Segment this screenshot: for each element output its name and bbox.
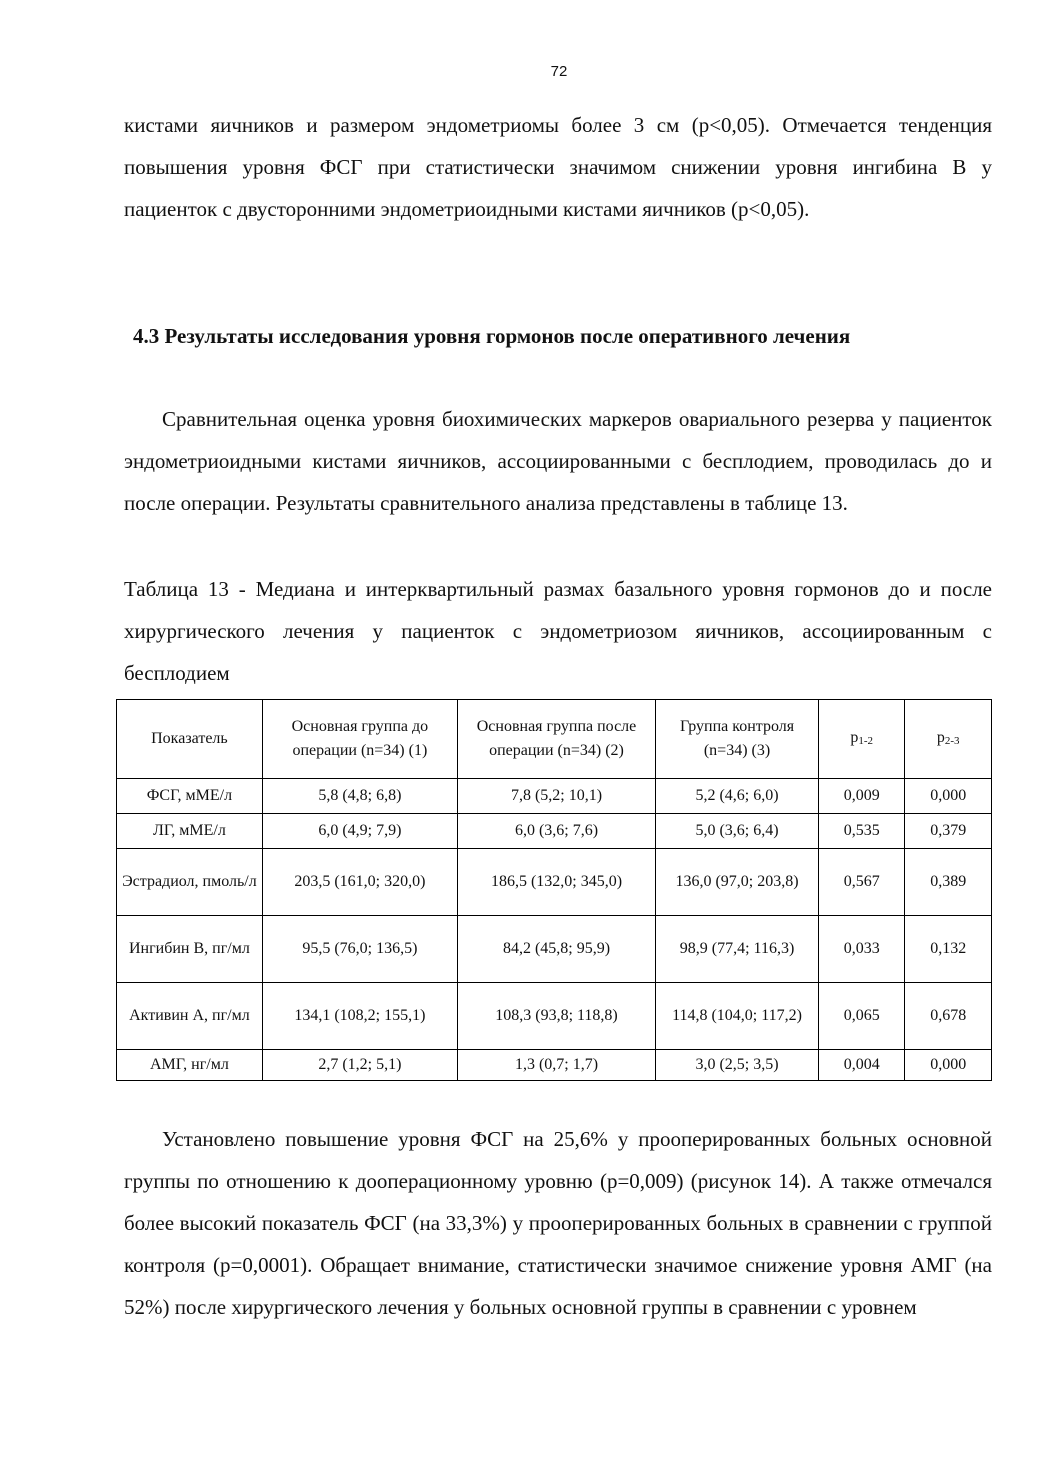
header-group3: Группа контроля (n=34) (3): [656, 700, 819, 779]
cell-group3: 5,0 (3,6; 6,4): [656, 814, 819, 849]
cell-group3: 98,9 (77,4; 116,3): [656, 916, 819, 983]
header-indicator: Показатель: [117, 700, 263, 779]
section-heading: 4.3 Результаты исследования уровня гормонов после оперативного лечения: [133, 324, 851, 348]
table-row: [117, 916, 992, 983]
cell-group2: 108,3 (93,8; 118,8): [457, 983, 655, 1050]
cell-indicator: АМГ, нг/мл: [117, 1050, 263, 1081]
table-caption: Таблица 13 - Медиана и интерквартильный размах базального уровня гормонов до и после хирургического лечения у пациенток с эндометриозом яичников, ассоциированным с бесплодием: [124, 577, 992, 685]
cell-p12: 0,065: [818, 983, 904, 1050]
cell-p23: 0,379: [905, 814, 992, 849]
page-number: 72: [550, 63, 568, 80]
cell-group1: 5,8 (4,8; 6,8): [262, 779, 457, 814]
cell-group1: 203,5 (161,0; 320,0): [262, 849, 457, 916]
header-group1: Основная группа до операции (n=34) (1): [262, 700, 457, 779]
cell-group3: 3,0 (2,5; 3,5): [656, 1050, 819, 1081]
header-p23: p2-3: [905, 700, 992, 779]
table-header-row: [117, 700, 992, 779]
header-p12: p1-2: [818, 700, 904, 779]
cell-indicator: Эстрадиол, пмоль/л: [117, 849, 263, 916]
table-row: [117, 983, 992, 1050]
cell-indicator: ЛГ, мМЕ/л: [117, 814, 263, 849]
table-row: [117, 814, 992, 849]
cell-group2: 186,5 (132,0; 345,0): [457, 849, 655, 916]
paragraph-intro: кистами яичников и размером эндометриомы более 3 см (р<0,05). Отмечается тенденция повышения уровня ФСГ при статистически значимом снижении уровня ингибина В у пациенток с двусторонними эндометриоидными кистами яичников (р<0,05).: [124, 113, 992, 221]
cell-group2: 7,8 (5,2; 10,1): [457, 779, 655, 814]
cell-p12: 0,033: [818, 916, 904, 983]
cell-group2: 1,3 (0,7; 1,7): [457, 1050, 655, 1081]
hormone-table: [116, 699, 992, 1081]
cell-group3: 5,2 (4,6; 6,0): [656, 779, 819, 814]
cell-p23: 0,132: [905, 916, 992, 983]
cell-group1: 95,5 (76,0; 136,5): [262, 916, 457, 983]
cell-p12: 0,009: [818, 779, 904, 814]
cell-indicator: Ингибин В, пг/мл: [117, 916, 263, 983]
cell-group1: 6,0 (4,9; 7,9): [262, 814, 457, 849]
cell-group1: 134,1 (108,2; 155,1): [262, 983, 457, 1050]
cell-p12: 0,004: [818, 1050, 904, 1081]
cell-p12: 0,567: [818, 849, 904, 916]
cell-p23: 0,000: [905, 779, 992, 814]
cell-p23: 0,000: [905, 1050, 992, 1081]
cell-p23: 0,678: [905, 983, 992, 1050]
paragraph-evaluation: Сравнительная оценка уровня биохимических маркеров овариального резерва у пациенток эндометриоидными кистами яичников, ассоциированными с бесплодием, проводилась до и после операции. Результаты сравнительного анализа представлены в таблице 13.: [124, 407, 992, 515]
table-row: [117, 779, 992, 814]
cell-group2: 6,0 (3,6; 7,6): [457, 814, 655, 849]
header-group2: Основная группа после операции (n=34) (2): [457, 700, 655, 779]
cell-group3: 114,8 (104,0; 117,2): [656, 983, 819, 1050]
cell-indicator: ФСГ, мМЕ/л: [117, 779, 263, 814]
cell-group3: 136,0 (97,0; 203,8): [656, 849, 819, 916]
cell-group1: 2,7 (1,2; 5,1): [262, 1050, 457, 1081]
table-row: [117, 1050, 992, 1081]
cell-p23: 0,389: [905, 849, 992, 916]
cell-indicator: Активин А, пг/мл: [117, 983, 263, 1050]
cell-p12: 0,535: [818, 814, 904, 849]
paragraph-results: Установлено повышение уровня ФСГ на 25,6% у прооперированных больных основной группы по отношению к дооперационному уровню (р=0,009) (рисунок 14). А также отмечался более высокий показатель ФСГ (на 33,3%) у прооперированных больных в сравнении с группой контроля (р=0,0001). Обращает внимание, статистически значимое снижение уровня АМГ (на 52%) после хирургического лечения у больных основной группы в сравнении с уровнем: [124, 1127, 992, 1319]
table-row: [117, 849, 992, 916]
cell-group2: 84,2 (45,8; 95,9): [457, 916, 655, 983]
